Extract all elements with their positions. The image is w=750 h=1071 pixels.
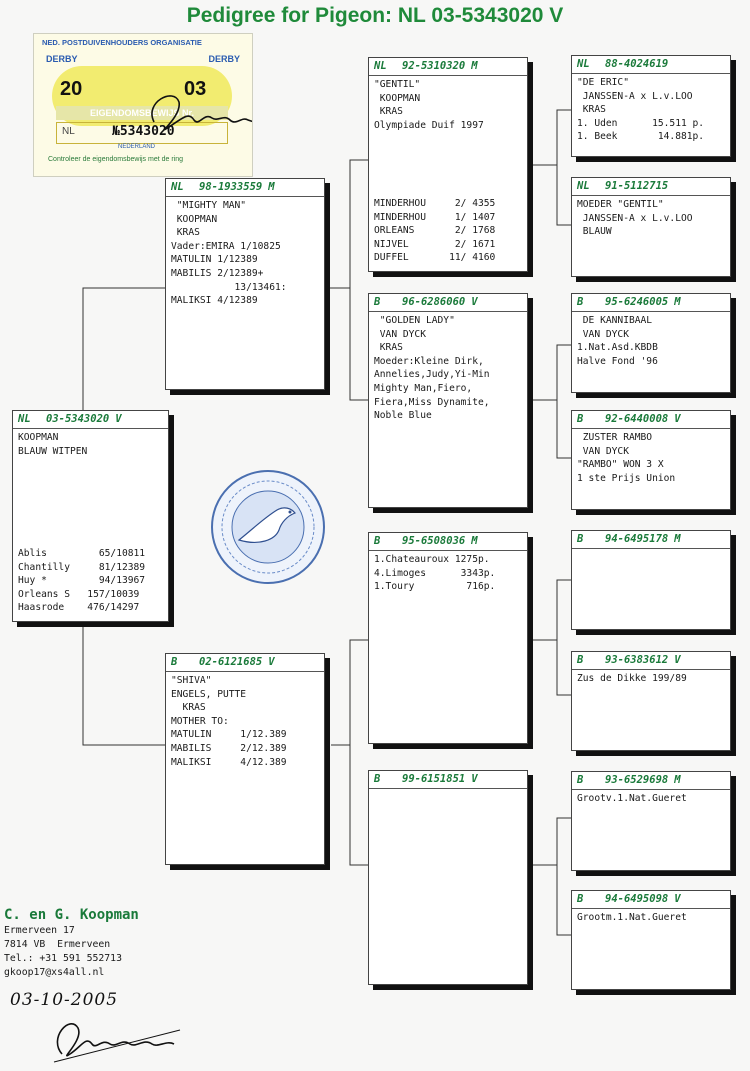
info-line: "GENTIL": [374, 79, 421, 90]
pigeon-card-fff[interactable]: [571, 55, 731, 157]
ring-header: [572, 178, 730, 196]
info-line: MALIKSI 4/12.389: [171, 756, 287, 768]
sex-marker: V: [674, 413, 681, 425]
sex-marker: M: [674, 774, 681, 786]
pigeon-card-mmf[interactable]: [571, 771, 731, 871]
stamp-number: №5343020: [112, 124, 175, 139]
ring-country: NL: [374, 60, 387, 72]
info-line: MABILIS 2/12389+: [171, 267, 264, 279]
owner-email[interactable]: gkoop17@xs4all.nl: [4, 967, 105, 978]
ring-header: [369, 58, 527, 76]
result-row: MINDERHOU 1/ 1407: [374, 211, 496, 223]
stamp-year-right: 03: [184, 78, 207, 100]
signature-icon: [134, 82, 253, 152]
stamp-country: NEDERLAND: [118, 144, 156, 150]
info-line: BLAUW: [577, 226, 612, 238]
ring-country: B: [374, 535, 381, 547]
sex-marker: M: [471, 535, 478, 547]
result-row: NIJVEL 2/ 1671: [374, 238, 496, 250]
owner-street: Ermerveen 17: [4, 925, 75, 936]
result-row: Chantilly 81/12389: [18, 561, 146, 573]
owner-city: 7814 VB Ermerveen: [4, 939, 111, 950]
stamp-derby-right: DERBY: [208, 54, 240, 64]
ring-country: B: [577, 413, 584, 425]
ring-header: [572, 56, 730, 74]
pigeon-card-fmm[interactable]: [571, 410, 731, 510]
pigeon-card-father[interactable]: [165, 178, 325, 390]
owner-address: [4, 906, 139, 980]
sex-marker: M: [674, 533, 681, 545]
info-line: MATULIN 1/12.389: [171, 729, 287, 741]
ring-number: 99-6151851: [402, 773, 466, 785]
ring-country: B: [374, 296, 381, 308]
sex-marker: V: [674, 893, 681, 905]
ring-number: 92-5310320: [402, 60, 466, 72]
ring-header: [166, 654, 324, 672]
stamp-note: Controleer de eigendomsbewijs met de ring: [48, 156, 184, 163]
info-line: KRAS: [374, 106, 403, 118]
owner-name: C. en G. Koopman: [4, 907, 139, 923]
sex-marker: V: [674, 654, 681, 666]
sex-marker: V: [471, 296, 478, 308]
result-row: ORLEANS 2/ 1768: [374, 225, 496, 237]
ring-number: 94-6495178: [605, 533, 669, 545]
info-line: 1.Toury 716p.: [374, 581, 496, 593]
info-line: 4.Limoges 3343p.: [374, 567, 496, 579]
result-row: Huy * 94/13967: [18, 575, 146, 587]
info-line: Olympiade Duif 1997: [374, 119, 484, 131]
info-line: Halve Fond '96: [577, 355, 658, 367]
stamp-band: EIGENDOMSBEWIJS Nr.: [56, 106, 228, 120]
ring-header: [572, 652, 730, 670]
pigeon-card-maternal-grandmother[interactable]: [368, 770, 528, 985]
result-row: DUFFEL 11/ 4160: [374, 252, 496, 264]
ring-number: 95-6246005: [605, 296, 669, 308]
info-line: 1. Beek 14.881p.: [577, 131, 705, 143]
ring-number: 95-6508036: [402, 535, 466, 547]
handwritten-date: 03-10-2005: [10, 990, 119, 1010]
page-title: Pedigree for Pigeon: NL 03-5343020 V: [186, 4, 564, 27]
pigeon-card-mff[interactable]: [571, 530, 731, 630]
ring-number: 02-6121685: [199, 656, 263, 668]
info-line: ENGELS, PUTTE: [171, 688, 247, 700]
ring-number: 03-5343020: [46, 413, 110, 425]
info-line: BLAUW WITPEN: [18, 445, 88, 457]
ring-country: NL: [577, 58, 590, 70]
ring-country: B: [374, 773, 381, 785]
info-line: KOOPMAN: [18, 432, 59, 443]
info-line: KRAS: [374, 342, 403, 354]
handwritten-signature-icon: [40, 1010, 200, 1068]
stamp-country-code: NL: [62, 126, 75, 137]
info-line: 13/13461:: [171, 281, 287, 293]
info-line: Moeder:Kleine Dirk,: [374, 355, 484, 367]
stamp-org: NED. POSTDUIVENHOUDERS ORGANISATIE: [42, 38, 202, 47]
info-line: KRAS: [171, 702, 206, 714]
info-line: 1.Chateauroux 1275p.: [374, 554, 490, 565]
pigeon-card-mfm[interactable]: [571, 651, 731, 751]
info-line: Mighty Man,Fiero,: [374, 382, 473, 394]
ring-number: 93-6383612: [605, 654, 669, 666]
info-line: DE KANNIBAAL: [577, 315, 653, 326]
stamp-derby-left: DERBY: [46, 54, 78, 64]
info-line: Fiera,Miss Dynamite,: [374, 396, 490, 408]
ring-country: B: [171, 656, 178, 668]
ring-header: [572, 772, 730, 790]
info-line: VAN DYCK: [577, 445, 629, 457]
ring-number: 92-6440008: [605, 413, 669, 425]
ring-country: B: [577, 654, 584, 666]
info-line: MOTHER TO:: [171, 715, 229, 727]
info-line: VAN DYCK: [577, 328, 629, 340]
info-line: KRAS: [171, 227, 200, 239]
ring-number: 96-6286060: [402, 296, 466, 308]
stamp-year-left: 20: [60, 78, 83, 100]
info-line: KRAS: [577, 104, 606, 116]
ring-header: [369, 771, 527, 789]
info-line: "RAMBO" WON 3 X: [577, 459, 664, 471]
info-line: Vader:EMIRA 1/10825: [171, 240, 281, 252]
info-line: "DE ERIC": [577, 77, 629, 88]
ring-country: B: [577, 893, 584, 905]
info-line: Grootm.1.Nat.Gueret: [577, 912, 687, 923]
sex-marker: V: [115, 413, 122, 425]
result-row: MINDERHOU 2/ 4355: [374, 198, 496, 210]
results-list: [18, 547, 163, 615]
result-row: Ablis 65/10811: [18, 548, 146, 560]
info-line: ZUSTER RAMBO: [577, 432, 653, 443]
info-line: 1 ste Prijs Union: [577, 472, 676, 484]
ownership-certificate-stamp: [33, 33, 253, 177]
ring-header: [369, 294, 527, 312]
owner-phone: Tel.: +31 591 552713: [4, 953, 122, 964]
pigeon-card-maternal-grandfather[interactable]: [368, 532, 528, 744]
info-line: MABILIS 2/12.389: [171, 742, 287, 754]
ring-header: [166, 179, 324, 197]
info-line: 1. Uden 15.511 p.: [577, 117, 705, 129]
sex-marker: V: [268, 656, 275, 668]
info-line: Annelies,Judy,Yi-Min: [374, 369, 490, 381]
info-line: MOEDER "GENTIL": [577, 199, 664, 210]
ring-number: 93-6529698: [605, 774, 669, 786]
info-line: 1.Nat.Asd.KBDB: [577, 342, 658, 354]
info-line: JANSSEN-A x L.v.LOO: [577, 90, 693, 102]
pigeon-card-paternal-grandfather[interactable]: [368, 57, 528, 272]
info-line: MALIKSI 4/12389: [171, 295, 258, 307]
pigeon-card-fmf[interactable]: [571, 293, 731, 393]
results-list: [374, 197, 522, 265]
ring-header: [13, 411, 168, 429]
sex-marker: M: [471, 60, 478, 72]
ring-country: B: [577, 774, 584, 786]
info-line: JANSSEN-A x L.v.LOO: [577, 212, 693, 224]
ring-header: [572, 294, 730, 312]
info-line: Zus de Dikke 199/89: [577, 673, 687, 684]
pigeon-card-mmm[interactable]: [571, 890, 731, 990]
ring-country: NL: [171, 181, 184, 193]
result-row: Haasrode 476/14297: [18, 602, 140, 614]
club-seal-icon: [209, 468, 327, 586]
ring-header: [369, 533, 527, 551]
info-line: KOOPMAN: [374, 92, 421, 104]
pigeon-card-main[interactable]: [12, 410, 169, 622]
ring-country: NL: [577, 180, 590, 192]
ring-header: [572, 891, 730, 909]
ring-number: 91-5112715: [605, 180, 669, 192]
ring-number: 88-4024619: [605, 58, 669, 70]
ring-country: NL: [18, 413, 31, 425]
result-row: Orleans S 157/10039: [18, 588, 140, 600]
info-line: MATULIN 1/12389: [171, 254, 258, 266]
pigeon-card-paternal-grandmother[interactable]: [368, 293, 528, 508]
ring-country: B: [577, 296, 584, 308]
pigeon-card-mother[interactable]: [165, 653, 325, 865]
ring-country: B: [577, 533, 584, 545]
info-line: Grootv.1.Nat.Gueret: [577, 793, 687, 804]
ring-header: [572, 531, 730, 549]
info-line: "SHIVA": [171, 675, 212, 686]
ring-header: [572, 411, 730, 429]
sex-marker: V: [471, 773, 478, 785]
info-line: KOOPMAN: [171, 213, 218, 225]
sex-marker: M: [268, 181, 275, 193]
sex-marker: M: [674, 296, 681, 308]
info-line: Noble Blue: [374, 410, 432, 422]
info-line: VAN DYCK: [374, 328, 426, 340]
info-line: "MIGHTY MAN": [171, 200, 247, 211]
pigeon-card-ffm[interactable]: [571, 177, 731, 277]
info-line: "GOLDEN LADY": [374, 315, 455, 326]
ring-number: 98-1933559: [199, 181, 263, 193]
ring-number: 94-6495098: [605, 893, 669, 905]
